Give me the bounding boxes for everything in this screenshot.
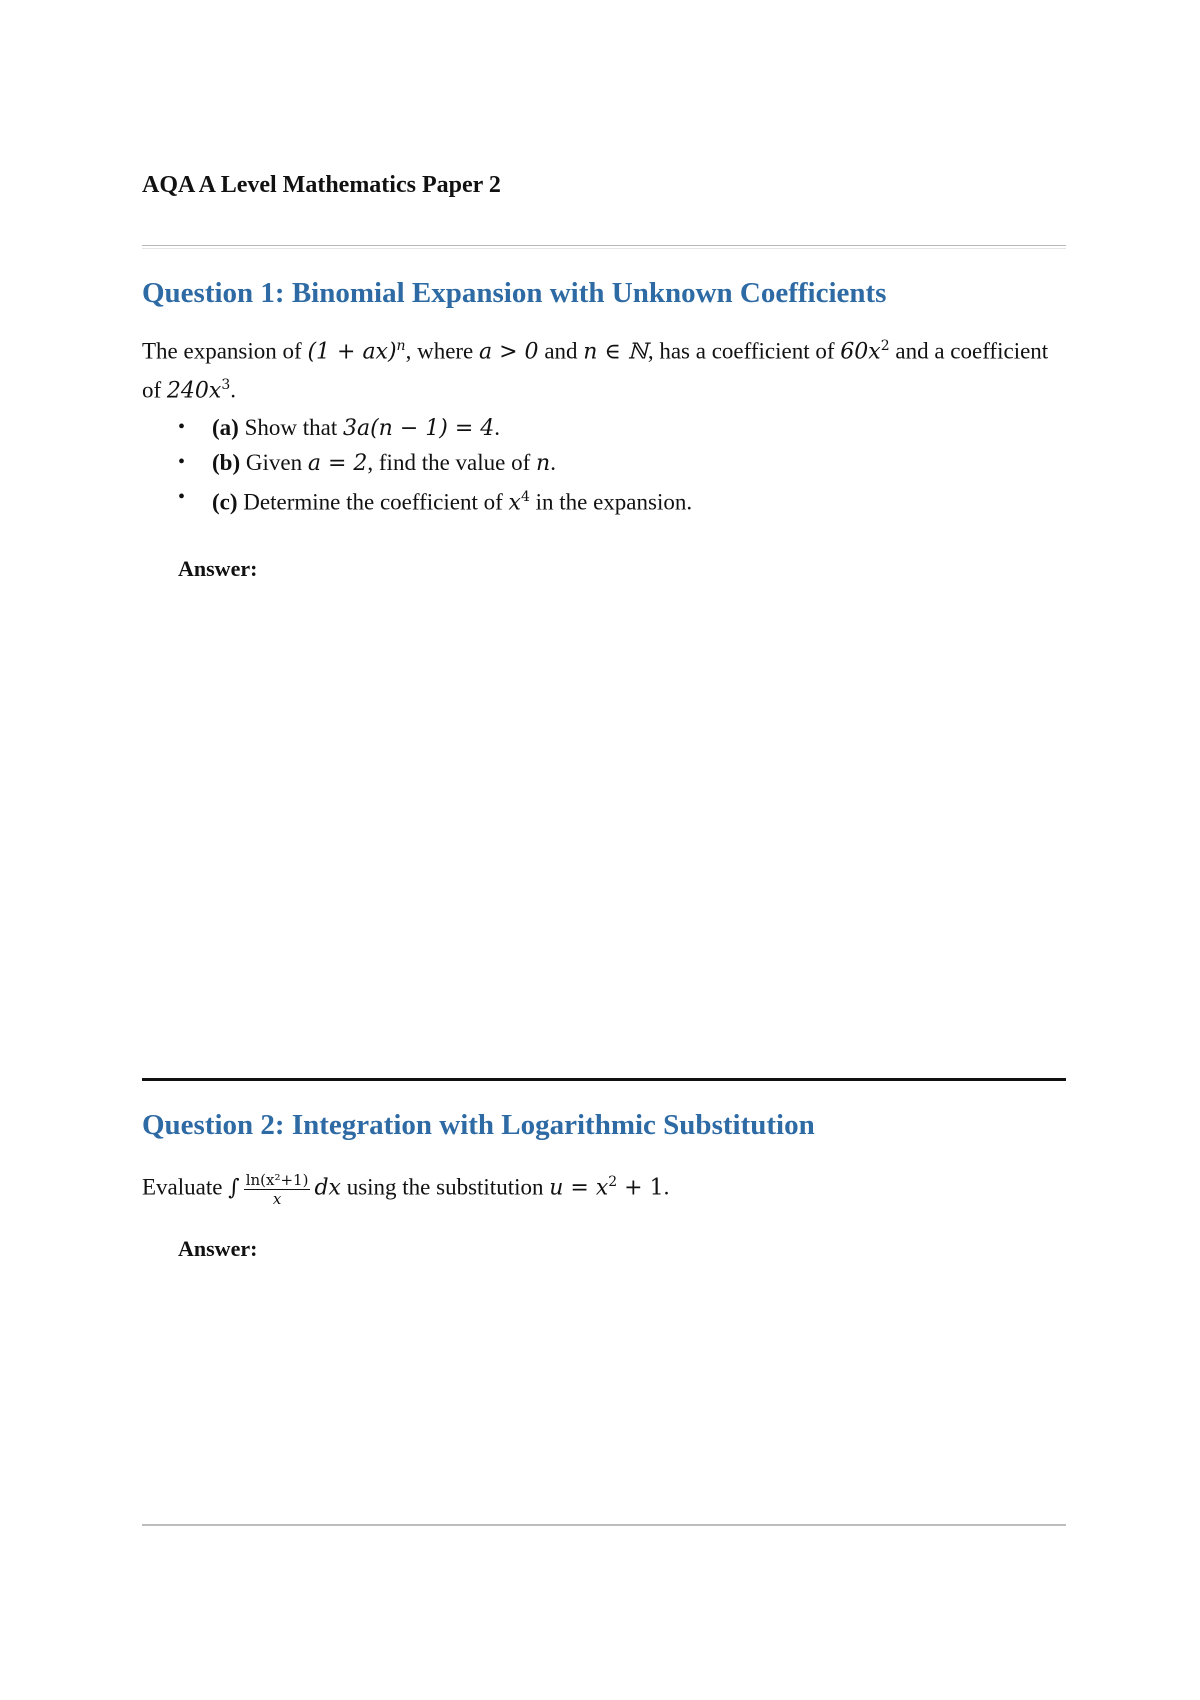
q1-exponent: n <box>396 338 406 354</box>
part-c-end: in the expansion. <box>529 489 693 515</box>
part-a <box>178 410 692 445</box>
part-b-math: a = 2 <box>307 451 368 476</box>
part-b-text-2: , find the value of <box>367 450 537 475</box>
q1-text-2: , where <box>405 338 480 364</box>
q1-condition-n: n ∈ ℕ <box>583 339 648 365</box>
bullet-icon: • <box>178 416 186 438</box>
part-b <box>178 445 692 480</box>
q1-text-4: , has a coefficient of <box>647 338 841 364</box>
q2-substitution-end: + 1 <box>617 1175 664 1201</box>
question-1-answer-area[interactable] <box>142 600 1066 1040</box>
q2-text-1: Evaluate <box>142 1174 229 1200</box>
q2-dx: dx <box>314 1175 341 1201</box>
q2-numerator: ln(x²+1) <box>245 1170 309 1189</box>
q2-text-3: . <box>663 1174 670 1200</box>
q1-expression: (1 + ax) <box>307 339 397 365</box>
part-c-math: x <box>508 490 521 516</box>
question-1-answer-label: Answer: <box>178 556 258 581</box>
bullet-icon: • <box>178 486 186 508</box>
part-a-math: 3a(n − 1) = 4 <box>342 416 495 441</box>
part-b-math-2: n <box>536 451 551 476</box>
part-c-label: (c) <box>212 489 238 515</box>
q1-text-1: The expansion of <box>142 338 308 364</box>
part-c-text: Determine the coefficient of <box>237 489 509 515</box>
part-a-label: (a) <box>212 415 239 440</box>
part-b-end: . <box>550 450 556 475</box>
question-1-body <box>142 330 1066 407</box>
bottom-divider <box>142 1524 1066 1526</box>
q1-text-3: and <box>538 338 584 364</box>
q2-denominator: x <box>272 1189 282 1208</box>
q2-fraction <box>244 1171 311 1208</box>
q2-substitution: u = x <box>549 1175 609 1201</box>
question-2-title: Question 2: Integration with Logarithmic Substitution <box>142 1109 815 1141</box>
bullet-icon: • <box>178 451 186 473</box>
q1-text-6: . <box>230 377 236 403</box>
q1-coefficient-1: 60x <box>840 339 881 365</box>
part-c-power: 4 <box>520 489 530 505</box>
q2-text-2: using the substitution <box>340 1174 550 1200</box>
q1-coefficient-2: 240x <box>166 378 222 404</box>
integral-sign-icon: ∫ <box>228 1175 240 1201</box>
part-a-end: . <box>494 415 501 440</box>
paper-title: AQA A Level Mathematics Paper 2 <box>142 172 501 198</box>
q1-condition-a: a > 0 <box>479 339 539 365</box>
question-2-body <box>142 1166 1066 1208</box>
q1-coefficient-2-power: 3 <box>221 376 231 393</box>
question-2-answer-label: Answer: <box>178 1236 258 1261</box>
part-b-text: Given <box>240 450 308 475</box>
top-divider <box>142 245 1066 249</box>
question-2-answer-area[interactable] <box>142 1280 1066 1500</box>
question-1-title: Question 1: Binomial Expansion with Unknown Coefficients <box>142 277 887 309</box>
part-b-label: (b) <box>212 450 241 475</box>
q2-substitution-power: 2 <box>608 1174 618 1190</box>
q1-text-5: and a coefficient of <box>142 338 1049 403</box>
part-c <box>178 480 692 515</box>
question-1-parts <box>178 410 692 515</box>
part-a-text: Show that <box>238 415 343 440</box>
q1-coefficient-1-power: 2 <box>880 338 890 354</box>
section-divider <box>142 1078 1066 1081</box>
